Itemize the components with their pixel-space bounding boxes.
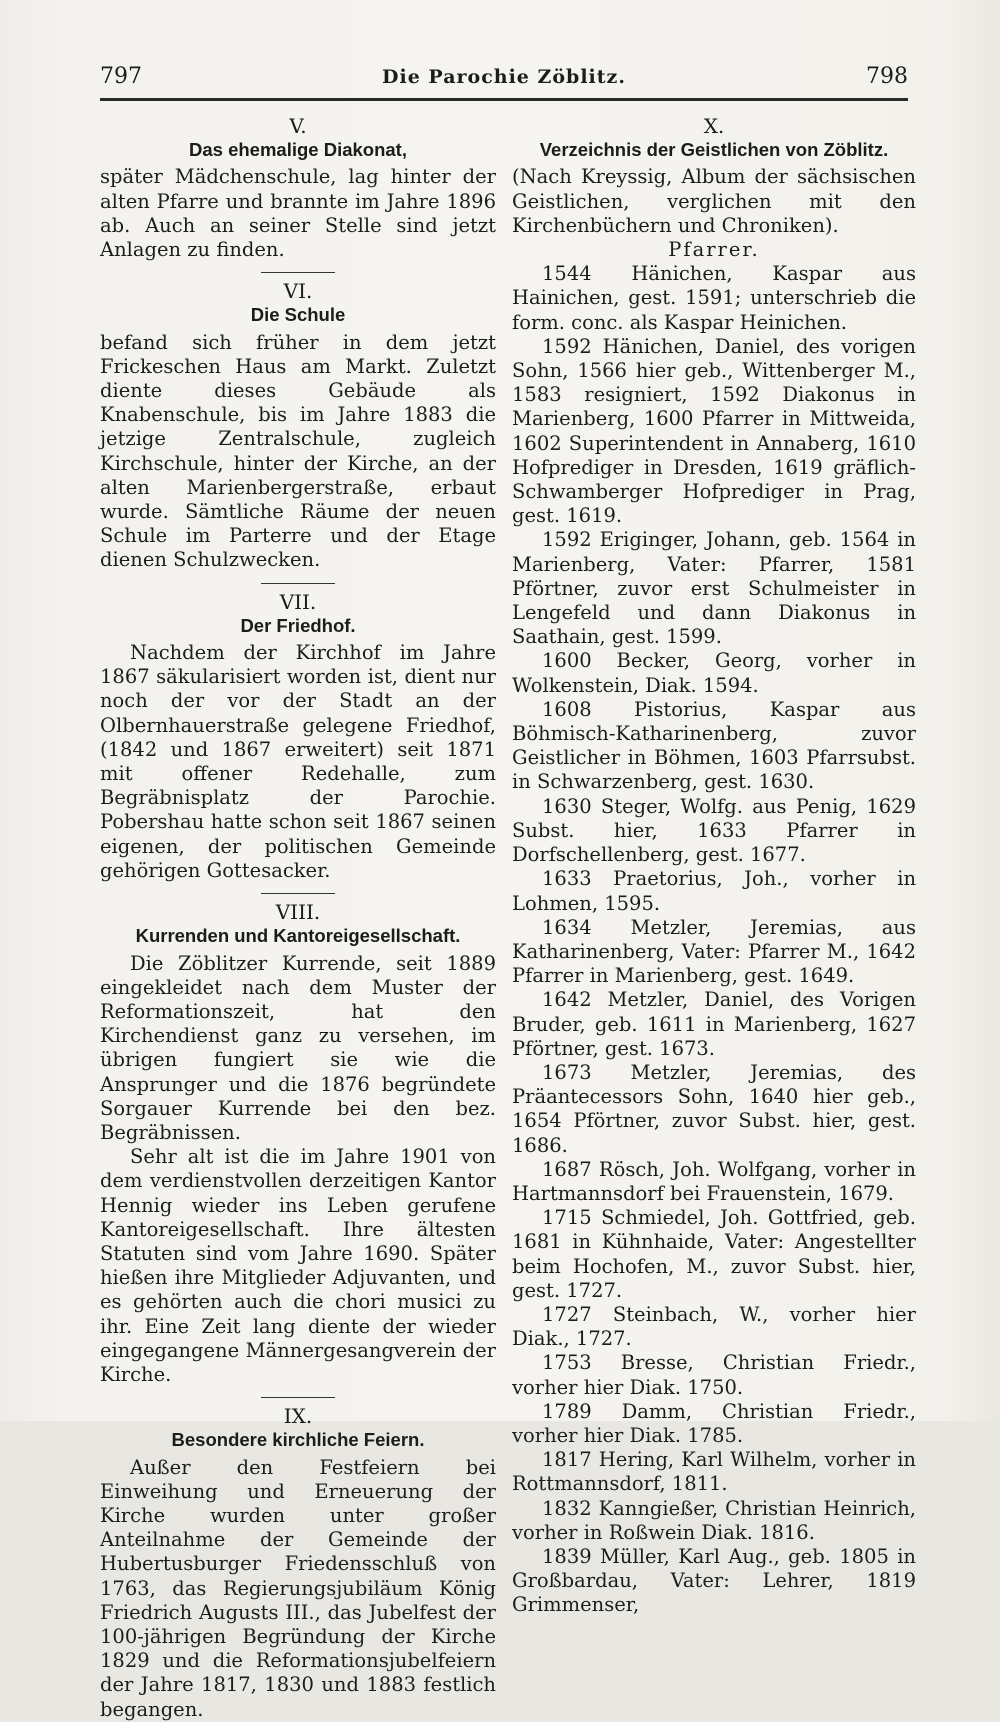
paragraph: Nachdem der Kirchhof im Jahre 1867 säkularisiert worden ist, dient nur noch der vor der Stadt an der Olbernhauerstraße gelegene Friedhof, (1842 und 1867 erweitert) seit 1871 mit offener Redehalle, zum Begräbnisplatz der Parochie. Pobershau hatte schon seit 1867 seinen eigenen, der politischen Gemeinde gehörigen Gottesacker. xyxy=(100,641,496,882)
page-number-right: 798 xyxy=(866,64,908,89)
right-column xyxy=(512,110,916,1618)
paragraph: Außer den Festfeiern bei Einweihung und Erneuerung der Kirche wurden unter großer Anteilnahme der Gemeinde der Hubertusburger Friedensschluß von 1763, das Regierungsjubiläum König Friedrich Augusts III., das Jubelfest der 100-jährigen Begründung der Kirche 1829 und die Reformationsjubelfeiern der Jahre 1817, 1830 und 1883 festlich begangen. xyxy=(100,1455,496,1721)
list-item: 1789 Damm, Christian Friedr., vorher hier Diak. 1785. xyxy=(512,1399,916,1447)
section-divider xyxy=(261,893,335,894)
list-item: 1608 Pistorius, Kaspar aus Böhmisch-Katharinenberg, zuvor Geistlicher in Böhmen, 1603 Pfarrsubst. in Schwarzenberg, gest. 1630. xyxy=(512,697,916,794)
section-heading: Die Schule xyxy=(250,304,346,326)
section-number: V. xyxy=(289,114,307,138)
list-item: 1633 Praetorius, Joh., vorher in Lohmen, 1595. xyxy=(512,867,916,915)
left-column xyxy=(100,110,496,1722)
list-item: 1592 Eriginger, Johann, geb. 1564 in Marienberg, Vater: Pfarrer, 1581 Pförtner, zuvor erst Schulmeister in Lengefeld und dann Diakonus in Saathain, gest. 1599. xyxy=(512,528,916,649)
section-divider xyxy=(261,1397,335,1398)
list-item: 1592 Hänichen, Daniel, des vorigen Sohn, 1566 hier geb., Wittenberger M., 1583 resigniert, 1592 Diakonus in Marienberg, 1600 Pfarrer in Mittweida, 1602 Superintendent in Annaberg, 1610 Hofprediger in Dresden, 1619 gräflich-Schwamberger Hofprediger in Prag, gest. 1619. xyxy=(512,334,916,528)
section-divider xyxy=(261,583,335,584)
section-heading: Verzeichnis der Geistlichen von Zöblitz. xyxy=(539,139,889,161)
section-number: VIII. xyxy=(275,900,321,925)
section-heading: Der Friedhof. xyxy=(240,614,356,636)
section-divider xyxy=(261,272,335,273)
list-item: 1715 Schmiedel, Joh. Gottfried, geb. 1681 in Kühnhaide, Vater: Angestellter beim Hochofen, M., zuvor Subst. hier, gest. 1727. xyxy=(512,1206,916,1302)
paragraph: später Mädchenschule, lag hinter der alten Pfarre und brannte im Jahre 1896 ab. Auch an seiner Stelle sind jetzt Anlagen zu finden. xyxy=(100,165,496,262)
paragraph: Sehr alt ist die im Jahre 1901 von dem verdienstvollen derzeitigen Kantor Hennig wieder ins Leben gerufene Kantoreigesellschaft. Ihre ältesten Statuten sind vom Jahre 1690. Später hießen ihre Mitglieder Adjuvanten, und es gehörten auch die chori musici zu ihr. Eine Zeit lang diente der wieder eingegangene Männergesangverein der Kirche. xyxy=(100,1145,496,1386)
running-header xyxy=(100,64,908,101)
list-item: 1544 Hänichen, Kaspar aus Hainichen, gest. 1591; unterschrieb die form. conc. als Kaspar Heinichen. xyxy=(512,262,916,334)
section-number: IX. xyxy=(283,1404,313,1429)
section-heading: Das ehemalige Diakonat, xyxy=(189,139,407,161)
section-number: X. xyxy=(703,114,725,138)
section-number: VI. xyxy=(283,279,313,304)
list-item: 1687 Rösch, Joh. Wolfgang, vorher in Hartmannsdorf bei Frauenstein, 1679. xyxy=(512,1157,916,1205)
list-item: 1839 Müller, Karl Aug., geb. 1805 in Großbardau, Vater: Lehrer, 1819 Grimmenser, xyxy=(512,1544,916,1617)
section-number: VII. xyxy=(279,589,317,614)
list-item: 1673 Metzler, Jeremias, des Präantecessors Sohn, 1640 hier geb., 1654 Pförtner, zuvor Subst. hier, gest. 1686. xyxy=(512,1060,916,1157)
paragraph: Die Zöblitzer Kurrende, seit 1889 eingekleidet nach dem Muster der Reformationszeit, hat den Kirchendienst ganz zu versehen, im übrigen fungiert sie wie die Ansprunger und die 1876 begründete Sorgauer Kurrende bei den bez. Begräbnissen. xyxy=(100,951,496,1144)
list-item: 1630 Steger, Wolfg. aus Penig, 1629 Subst. hier, 1633 Pfarrer in Dorfschellenberg, gest. 1677. xyxy=(512,794,916,867)
subheading: Pfarrer. xyxy=(668,238,760,262)
list-item: 1634 Metzler, Jeremias, aus Katharinenberg, Vater: Pfarrer M., 1642 Pfarrer in Marienberg, gest. 1649. xyxy=(512,915,916,988)
running-title: Die Parochie Zöblitz. xyxy=(382,66,626,88)
list-item: 1817 Hering, Karl Wilhelm, vorher in Rottmannsdorf, 1811. xyxy=(512,1448,916,1496)
list-item: 1753 Bresse, Christian Friedr., vorher hier Diak. 1750. xyxy=(512,1351,916,1399)
list-item: 1642 Metzler, Daniel, des Vorigen Bruder, geb. 1611 in Marienberg, 1627 Pförtner, gest. 1673. xyxy=(512,988,916,1060)
page-number-left: 797 xyxy=(100,64,142,89)
paragraph: (Nach Kreyssig, Album der sächsischen Geistlichen, verglichen mit den Kirchenbüchern und Chroniken). xyxy=(512,165,916,237)
paragraph: befand sich früher in dem jetzt Frickeschen Haus am Markt. Zuletzt diente dieses Gebäude als Knabenschule, bis im Jahre 1883 die jetzige Zentralschule, zugleich Kirchschule, hinter der Kirche, an der alten Marienbergerstraße, erbaut wurde. Sämtliche Räume der neuen Schule im Parterre und der Etage dienen Schulzwecken. xyxy=(100,330,496,572)
list-item: 1832 Kanngießer, Christian Heinrich, vorher in Roßwein Diak. 1816. xyxy=(512,1496,916,1544)
section-heading: Kurrenden und Kantoreigesellschaft. xyxy=(135,925,461,947)
list-item: 1600 Becker, Georg, vorher in Wolkenstein, Diak. 1594. xyxy=(512,649,916,697)
section-heading: Besondere kirchliche Feiern. xyxy=(171,1429,425,1451)
list-item: 1727 Steinbach, W., vorher hier Diak., 1727. xyxy=(512,1302,916,1351)
